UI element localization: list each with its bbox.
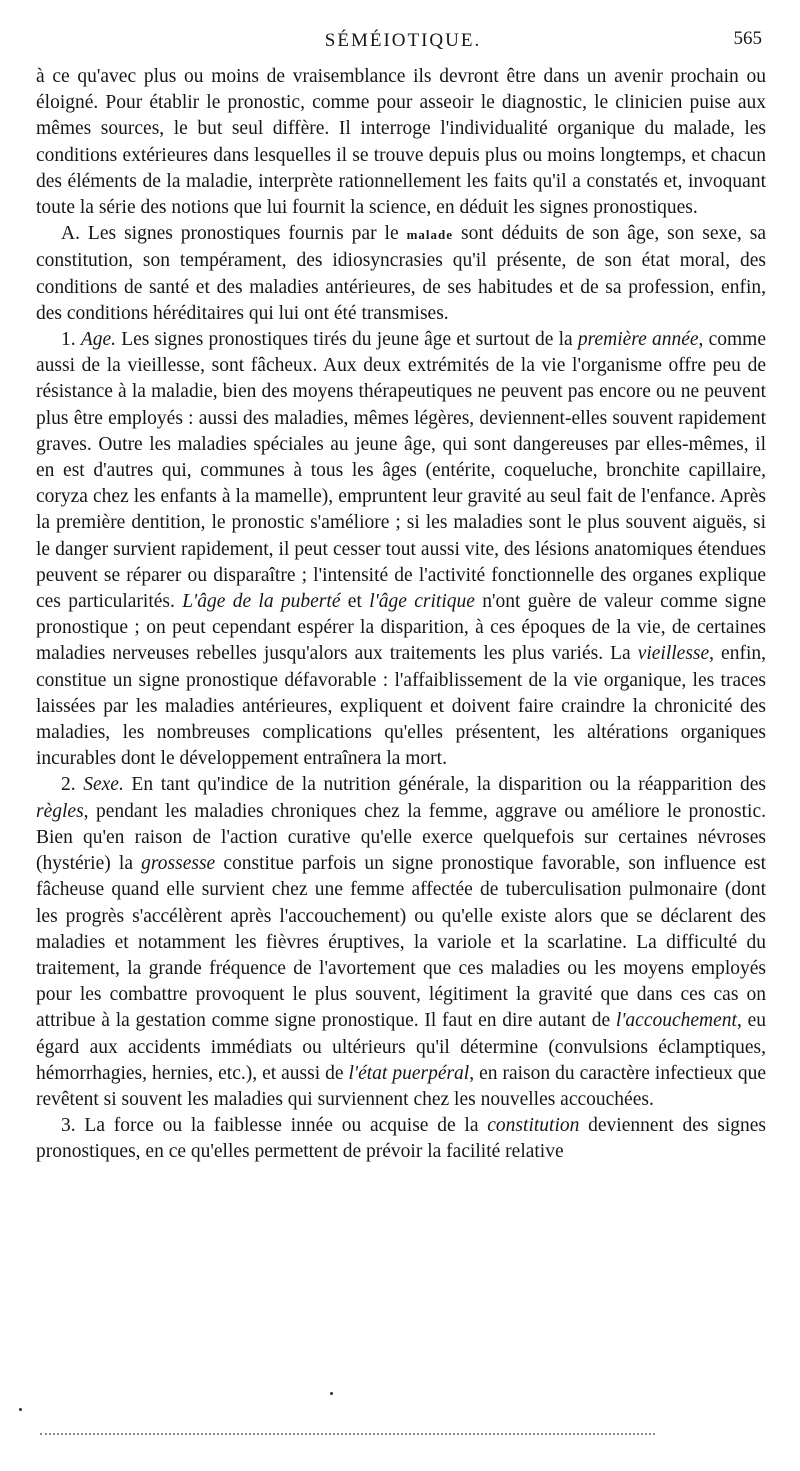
body-text (36, 64, 766, 1384)
italic-grossesse: grossesse (141, 853, 216, 875)
print-speck (19, 1408, 22, 1411)
text-run: A. Les signes pronostiques fournis par le (61, 223, 407, 245)
bottom-dotted-rule (40, 1433, 655, 1435)
italic-age: Age. (80, 329, 117, 351)
italic-premiere-annee: première année (577, 329, 699, 351)
text-run: sont déduits de son âge, son sexe, sa constitution, son tempérament, des idiosyncrasies qu'il présente, de son état moral, des conditions de santé et des maladies antérieures, de ses habitudes et de sa profession, enfin, des conditions héréditaires qui lui ont été transmises. (36, 223, 766, 324)
italic-sexe: Sexe. (83, 774, 124, 796)
italic-age-critique: l'âge critique (369, 591, 475, 613)
text-run: , enfin, constitue un signe pronostique défavorable : l'affaiblissement de la vie organique, les traces laissées par les maladies antérieures, expliquent et doivent faire craindre la chronicité des maladies, les nombreuses complications qu'elles présentent, les altérations organiques incurables dont le développement entraînera la mort. (36, 643, 766, 770)
print-speck (330, 1392, 333, 1395)
italic-vieillesse: vieillesse (637, 643, 710, 665)
text-run: Les signes pronostiques tirés du jeune âge et surtout de la (116, 329, 578, 351)
text-run: , en raison du caractère infectieux que revêtent si souvent les maladies qui surviennent chez les nouvelles accouchées. (36, 1062, 766, 1110)
text-run: n'ont guère de valeur comme signe pronostique ; on peut cependant espérer la disparition, à ces époques de la vie, de certaines maladies nerveuses rebelles jusqu'alors aux traitements les plus variés. La (36, 591, 766, 665)
text-run: , comme aussi de la vieillesse, sont fâcheux. Aux deux extrémités de la vie l'organisme offre peu de résistance à la maladie, bien des moyens thérapeutiques ne peuvent pas encore ou ne peuvent plus être employés : aussi des maladies, mêmes légères, deviennent-elles souvent rapidement graves. Outre les maladies spéciales au jeune âge, qui sont dangereuses par elles-mêmes, il en est d'autres qui, communes à tous les âges (entérite, coqueluche, bronchite capillaire, coryza chez les enfants à la mamelle), empruntent leur gravité au seul fait de l'enfance. Après la première dentition, le pronostic s'améliore ; si les maladies sont le plus souvent aiguës, si le danger survient rapidement, il peut cesser tout aussi vite, des lésions anatomiques étendues peuvent se réparer ou disparaître ; l'intensité de l'activité fonctionnelle des organes explique ces particularités. (36, 329, 766, 613)
paragraph-sexe (36, 772, 766, 1113)
paragraph-intro (36, 64, 766, 221)
italic-etat-puerperal: l'état puerpéral (348, 1062, 470, 1084)
italic-constitution: constitution (487, 1115, 580, 1137)
text-run: En tant qu'indice de la nutrition générale, la disparition ou la réapparition des (123, 774, 766, 796)
text-run: 1. (61, 329, 81, 351)
text-run: deviennent des signes pronostiques, en ce qu'elles permettent de prévoir la facilité relative (36, 1115, 766, 1163)
running-title: SÉMÉIOTIQUE. (324, 30, 482, 51)
italic-accouchement: l'accouchement (615, 1010, 737, 1032)
italic-regles: règles (36, 800, 84, 822)
text-run: 3. La force ou la faiblesse innée ou acquise de la (61, 1115, 488, 1137)
text-run: constitue parfois un signe pronostique favorable, son influence est fâcheuse quand elle survient chez une femme affectée de tuberculisation pulmonaire (dont les progrès s'accélèrent après l'accouchement) ou qu'elle existe alors que se déclarent des maladies et notamment les fièvres éruptives, la variole et la scarlatine. La difficulté du traitement, la grande fréquence de l'avortement que ces maladies ou les moyens employés pour les combattre provoquent le plus souvent, légitiment la gravité que dans ces cas on attribue à la gestation comme signe pronostique. Il faut en dire autant de (36, 853, 766, 1032)
smallcaps-malade: malade (406, 227, 454, 243)
italic-age-puberte: L'âge de la puberté (182, 591, 341, 613)
paragraph-constitution (36, 1113, 766, 1165)
text-run: , eu égard aux accidents immédiats ou ultérieurs qu'il détermine (convulsions éclamptiques, hémorrhagies, hernies, etc.), et aussi de (36, 1010, 766, 1084)
text-run: et (340, 591, 370, 613)
page-number: 565 (733, 28, 762, 49)
text-run: , pendant les maladies chroniques chez la femme, aggrave ou améliore le pronostic. Bien qu'en raison de l'action curative qu'elle exerce quelquefois sur certaines névroses (hystérie) la (36, 800, 766, 875)
running-head (36, 30, 770, 54)
paragraph-intro-text: à ce qu'avec plus ou moins de vraisemblance ils devront être dans un avenir prochain ou éloigné. Pour établir le pronostic, comme pour asseoir le diagnostic, le clinicien puise aux mêmes sources, le but seul diffère. Il interroge l'individualité organique du malade, les conditions extérieures dans lesquelles il se trouve depuis plus ou moins longtemps, et chacun des éléments de la maladie, interprète rationnellement les faits qu'il a constatés et, invoquant toute la série des notions que lui fournit la science, en déduit les signes pronostiques. (36, 66, 766, 219)
paragraph-a-malade (36, 221, 766, 327)
text-run: 2. (61, 774, 84, 796)
paragraph-age (36, 327, 766, 772)
